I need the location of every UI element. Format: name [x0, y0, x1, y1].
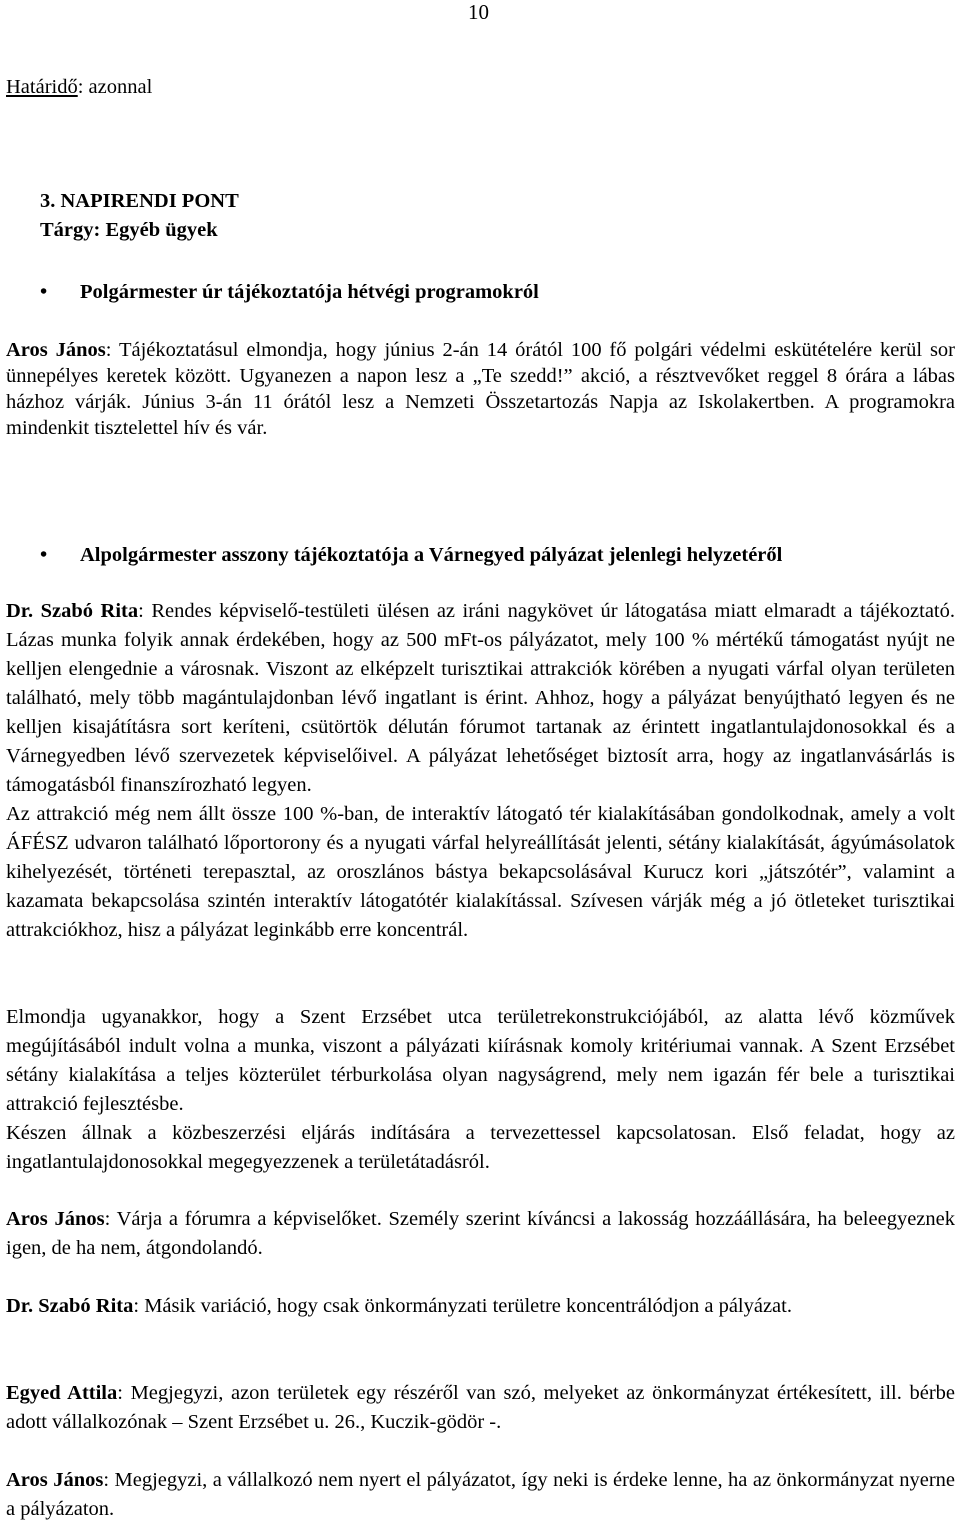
agenda-number: 3. NAPIRENDI PONT: [40, 190, 239, 212]
paragraph: [6, 1466, 955, 1524]
paragraph: [6, 1119, 955, 1177]
deadline-value: : azonnal: [77, 76, 153, 98]
paragraph: [6, 1379, 955, 1437]
paragraph: [6, 1003, 955, 1119]
agenda-item-title-text: Alpolgármester asszony tájékoztatója a Várnegyed pályázat jelenlegi helyzetéről: [80, 544, 783, 566]
agenda-item-title-text: Polgármester úr tájékoztatója hétvégi programokról: [80, 281, 539, 303]
paragraph-text: Az attrakció még nem állt össze 100 %-ban, de interaktív látogató tér kialakításában gondolkodnak, amely a volt ÁFÉSZ udvaron található lőportorony és a nyugati várfal helyreállítását jelenti, sétány kialakítását, ágyúmásolatok kihelyezését, történeti terepasztal, az oroszlános bástya bekapcsolásával Kurucz kori „játszótér”, valamint a kazamata bekapcsolása szintén interaktív látogatótér kialakítással. Szívesen várják még a jó ötleteket turisztikai attrakciókhoz, hisz a pályázat leginkább erre koncentrál.: [6, 803, 955, 941]
paragraph-text: : Másik variáció, hogy csak önkormányzati területre koncentrálódjon a pályázat.: [133, 1295, 792, 1317]
paragraph: [6, 337, 955, 441]
speaker-name: Egyed Attila: [6, 1382, 118, 1404]
speaker-name: Dr. Szabó Rita: [6, 600, 139, 622]
speaker-name: Aros János: [6, 1469, 104, 1491]
deadline-line: [6, 73, 152, 102]
paragraph: [6, 597, 955, 800]
paragraph-text: : Megjegyzi, azon területek egy részéről van szó, melyeket az önkormányzat értékesített, ill. bérbe adott vállalkozónak – Szent Erzsébet u. 26., Kuczik-gödör -.: [6, 1382, 955, 1433]
page-number: 10: [468, 0, 489, 24]
paragraph-text: : Rendes képviselő-testületi ülésen az iráni nagykövet úr látogatása miatt elmaradt a tájékoztató. Lázas munka folyik annak érdekében, hogy az 500 mFt-os pályázatot, mely 100 % mértékű támogatást nyújt ne kelljen elengednie a városnak. Viszont az elképzelt turisztikai attrakciók körében a nyugati várfal olyan területen található, mely több magántulajdonban lévő ingatlant is érint. Ahhoz, hogy a pályázat benyújtható legyen és ne kelljen kisajátításra sort keríteni, csütörtök délután fórumot tartanak az érintett ingatlantulajdonosokkal és a Várnegyedben lévő szervezetek képviselőivel. A pályázat lehetőséget biztosít arra, hogy az ingatlanvásárlás is támogatásból finanszírozható legyen.: [6, 600, 955, 796]
paragraph: [6, 800, 955, 945]
speaker-name: Dr. Szabó Rita: [6, 1295, 134, 1317]
bullet-icon: •: [40, 281, 48, 303]
speaker-name: Aros János: [6, 1208, 105, 1230]
paragraph-text: : Tájékoztatásul elmondja, hogy június 2-án 14 órától 100 fő polgári védelmi eskütételére kerül sor ünnepélyes keretek között. Ugyanezen a napon lesz a „Te szedd!” akció, a résztvevőket reggel 8 órára a lábas házhoz várják. Június 3-án 11 órától lesz a Nemzeti Összetartozás Napja az Iskolakertben. A programokra mindenkit tisztelettel hív és vár.: [6, 339, 955, 439]
bullet-icon: •: [40, 544, 48, 566]
paragraph-text: Elmondja ugyanakkor, hogy a Szent Erzsébet utca területrekonstrukciójából, az alatta lévő közművek megújításából indult volna a munka, viszont a pályázati kiírásnak komoly kritériumai vannak. A Szent Erzsébet sétány kialakítása a teljes közterület térburkolása olyan nagyságrend, mely nem igazán fér bele a turisztikai attrakció fejlesztésbe.: [6, 1006, 955, 1115]
agenda-heading: [40, 187, 239, 245]
paragraph-text: Készen állnak a közbeszerzési eljárás indítására a tervezettessel kapcsolatosan. Első feladat, hogy az ingatlantulajdonosokkal megegyezzenek a területátadásról.: [6, 1122, 955, 1173]
paragraph: [6, 1205, 955, 1263]
speaker-name: Aros János: [6, 339, 106, 361]
agenda-subject: Tárgy: Egyéb ügyek: [40, 219, 218, 241]
paragraph-text: : Megjegyzi, a vállalkozó nem nyert el pályázatot, így neki is érdeke lenne, ha az önkormányzat nyerne a pályázaton.: [6, 1469, 955, 1520]
deadline-label: Határidő: [6, 76, 78, 98]
paragraph-text: : Várja a fórumra a képviselőket. Személy szerint kíváncsi a lakosság hozzáállására, ha beleegyeznek igen, de ha nem, átgondolandó.: [6, 1208, 956, 1259]
paragraph: [6, 1292, 955, 1321]
